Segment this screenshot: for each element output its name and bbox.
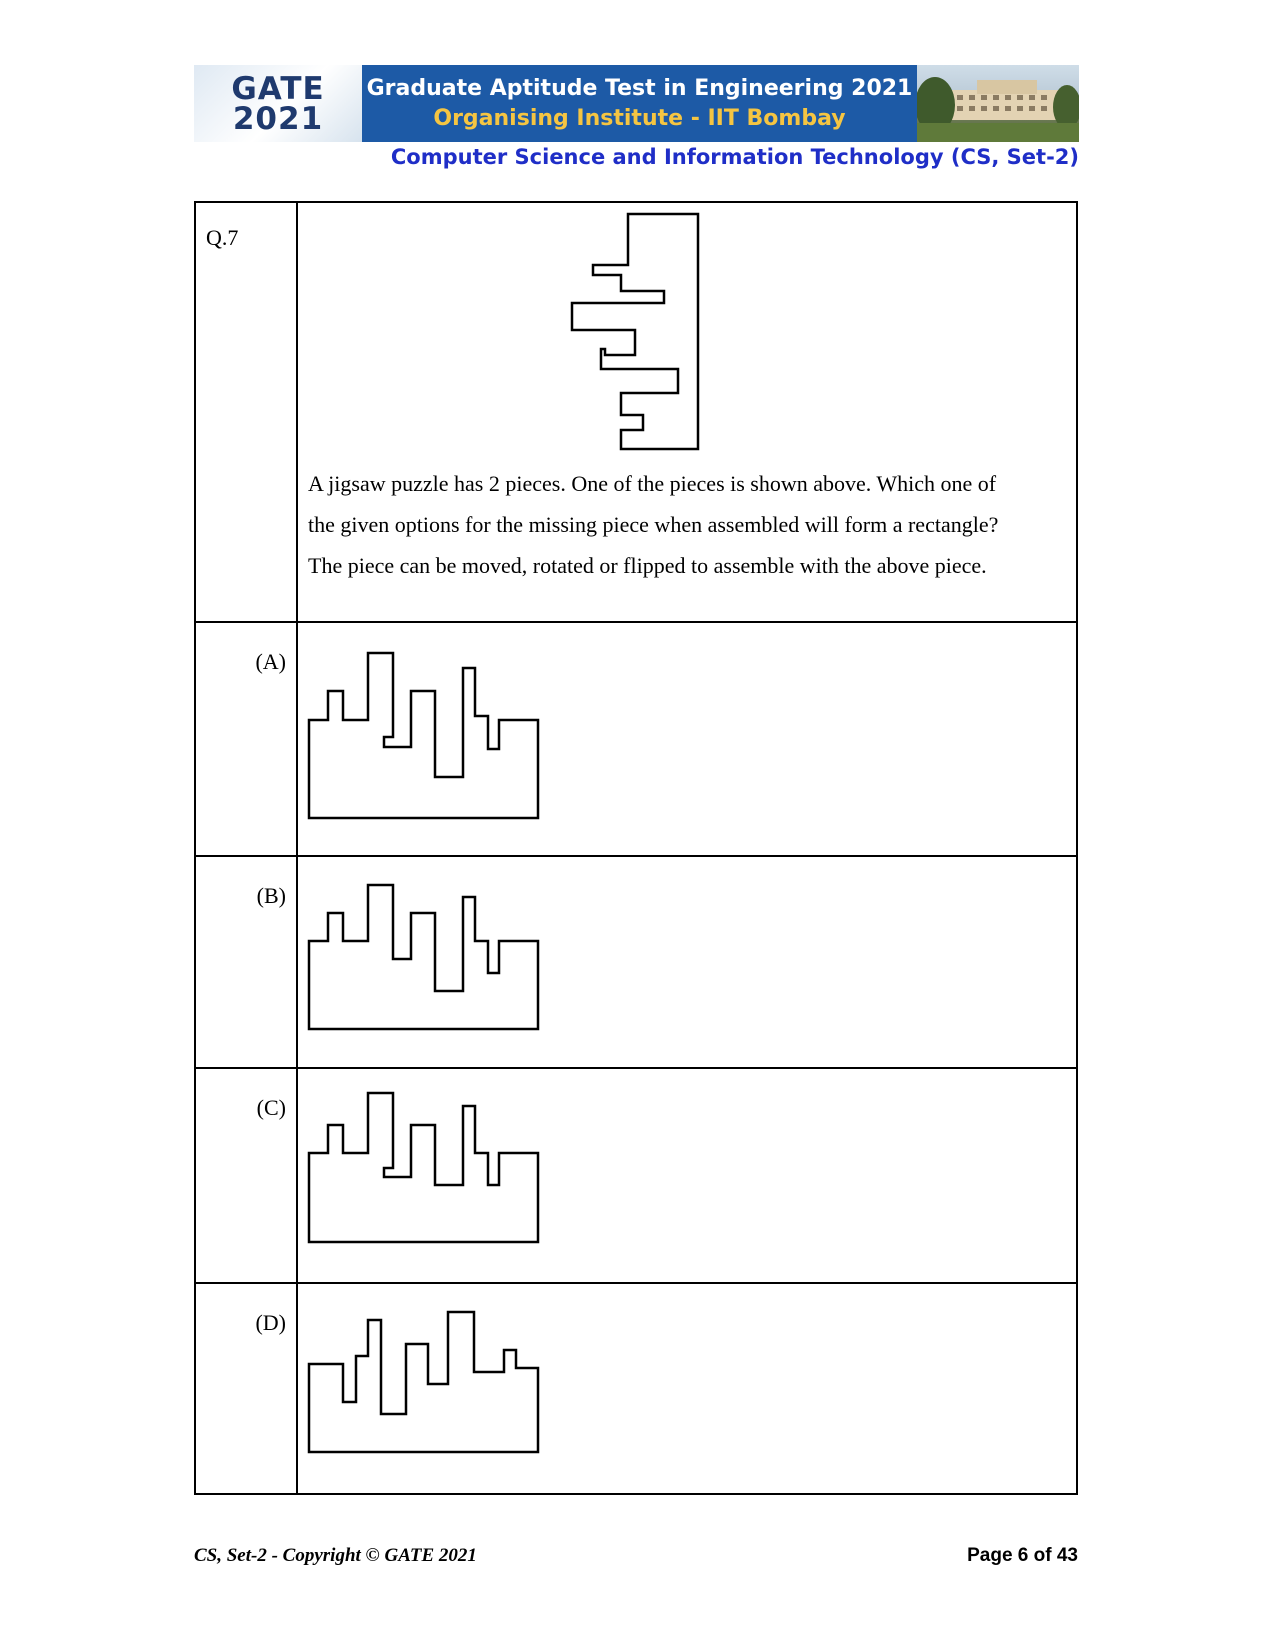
option-d-piece [309,1312,538,1452]
option-label-a: (A) [255,649,286,674]
option-figure-cell [297,856,1077,1068]
option-label-cell [195,1068,297,1283]
option-a-figure[interactable] [298,623,1078,853]
jigsaw-piece-figure [298,203,1078,463]
option-row-a [195,622,1077,856]
option-label-cell [195,1283,297,1494]
question-text-line: The piece can be moved, rotated or flipped to assemble with the above piece. [308,553,987,578]
option-label-d: (D) [255,1310,286,1335]
institute-photo [917,65,1079,142]
question-body-cell [297,202,1077,622]
gate-logo [194,65,362,142]
footer-copyright: CS, Set-2 - Copyright © GATE 2021 [194,1545,477,1566]
banner-title: Graduate Aptitude Test in Engineering 2021 [366,75,913,101]
option-b-piece [309,885,538,1029]
question-number: Q.7 [206,225,239,250]
option-a-piece [309,653,538,818]
logo-year: 2021 [232,100,324,137]
header-banner [194,65,1079,142]
page-suffix: of 43 [1028,1545,1078,1566]
question-text [298,463,1076,604]
page-prefix: Page [967,1545,1018,1566]
question-text-line: A jigsaw puzzle has 2 pieces. One of the pieces is shown above. Which one of [308,471,997,496]
question-row [195,202,1077,622]
option-label-cell [195,622,297,856]
option-label-c: (C) [256,1095,286,1120]
logo-word: GATE [231,70,325,107]
option-row-d [195,1283,1077,1494]
question-text-line: the given options for the missing piece when assembled will form a rectangle? [308,512,999,537]
option-c-figure[interactable] [298,1069,1078,1279]
option-d-figure[interactable] [298,1284,1078,1489]
banner-title-block [362,65,917,142]
banner-organiser: Organising Institute - IIT Bombay [433,105,846,131]
option-figure-cell [297,1068,1077,1283]
option-c-piece [309,1093,538,1242]
option-figure-cell [297,622,1077,856]
page-current: 6 [1017,1545,1029,1566]
option-b-figure[interactable] [298,857,1078,1062]
jigsaw-piece-outline [572,214,698,449]
option-row-b [195,856,1077,1068]
building-image [917,65,1079,142]
question-table [194,201,1078,1495]
option-label-b: (B) [256,883,286,908]
footer-page-number [967,1545,1078,1567]
question-number-cell [195,202,297,622]
option-figure-cell [297,1283,1077,1494]
subject-title: Computer Science and Information Technology (CS, Set-2) [390,145,1079,169]
option-row-c [195,1068,1077,1283]
option-label-cell [195,856,297,1068]
